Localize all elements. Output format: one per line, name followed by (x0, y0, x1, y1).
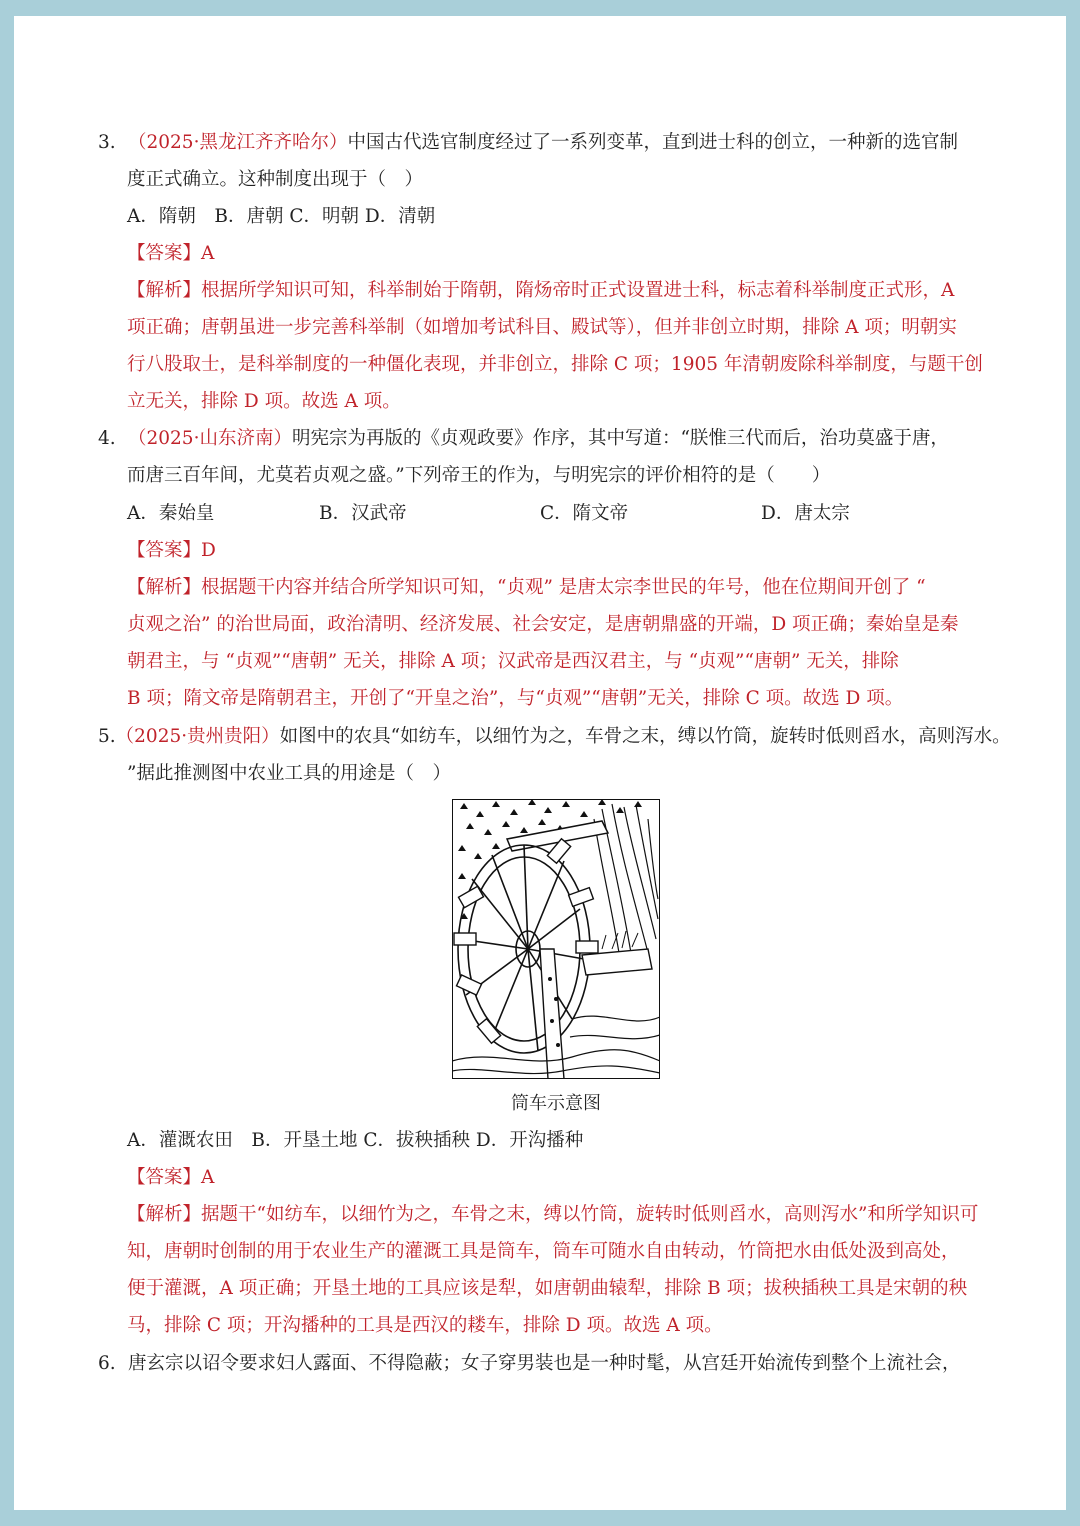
q5-stem-line1: 5.（2025·贵州贵阳）如图中的农具“如纺车，以细竹为之，车骨之末，缚以竹筒，旋转时低则舀水，高则泻水。 (98, 726, 1011, 747)
q5-analysis-line1: 【解析】据题干“如纺车，以细竹为之，车骨之末，缚以竹筒，旋转时低则舀水，高则泻水”和所学知识可 (127, 1204, 979, 1225)
q5-options: A．灌溉农田 B．开垦土地 C．拔秧插秧 D．开沟播种 (127, 1130, 584, 1151)
q3-analysis-line4: 立无关，排除 D 项。故选 A 项。 (127, 391, 401, 412)
figure-caption: 筒车示意图 (511, 1093, 601, 1114)
q4-option-d: D．唐太宗 (761, 503, 850, 524)
q4-source: （2025·山东济南） (128, 428, 292, 449)
q5-stem-line2: ”据此推测图中农业工具的用途是（ ） (127, 763, 451, 784)
q4-option-a: A．秦始皇 (127, 503, 215, 524)
q6-stem-line1: 6. 唐玄宗以诏令要求妇人露面、不得隐蔽；女子穿男装也是一种时髦，从宫廷开始流传到整个上流社会， (98, 1353, 961, 1374)
q4-analysis-line1: 【解析】根据题干内容并结合所学知识可知，“贞观” 是唐太宗李世民的年号，他在位期间开创了 “ (127, 577, 926, 598)
q4-analysis-line3: 朝君主，与 “贞观”“唐朝” 无关，排除 A 项；汉武帝是西汉君主，与 “贞观”“唐朝” 无关，排除 (127, 651, 899, 672)
q5-answer: 【答案】A (127, 1167, 215, 1188)
q3-answer: 【答案】A (127, 243, 215, 264)
q4-stem-line1: 4. （2025·山东济南）明宪宗为再版的《贞观政要》作序，其中写道：“朕惟三代而后，治功莫盛于唐， (98, 428, 949, 449)
q3-analysis-line1: 【解析】根据所学知识可知，科举制始于隋朝，隋炀帝时正式设置进士科，标志着科举制度正式形，A (127, 280, 955, 301)
q4-analysis-line4: B 项；隋文帝是隋朝君主，开创了“开皇之治”，与“贞观”“唐朝”无关，排除 C 项。故选 D 项。 (127, 688, 904, 709)
q3-stem-line2: 度正式确立。这种制度出现于（ ） (127, 169, 424, 190)
q3-options: A．隋朝 B．唐朝 C．明朝 D．清朝 (127, 206, 436, 227)
q4-stem-line2: 而唐三百年间，尤莫若贞观之盛。”下列帝王的作为，与明宪宗的评价相符的是（ ） (127, 465, 831, 486)
q5-analysis-line4: 马，排除 C 项；开沟播种的工具是西汉的耧车，排除 D 项。故选 A 项。 (127, 1315, 723, 1336)
q3-source: （2025·黑龙江齐齐哈尔） (128, 132, 348, 153)
q5-analysis-line2: 知，唐朝时创制的用于农业生产的灌溉工具是筒车，筒车可随水自由转动，竹筒把水由低处汲到高处， (127, 1241, 960, 1262)
q3-analysis-line2: 项正确；唐朝虽进一步完善科举制（如增加考试科目、殿试等），但并非创立时期，排除 A 项；明朝实 (127, 317, 957, 338)
water-wheel-illustration (452, 799, 660, 1079)
document-page (14, 16, 1066, 1510)
q4-analysis-line2: 贞观之治” 的治世局面，政治清明、经济发展、社会安定，是唐朝鼎盛的开端，D 项正确；秦始皇是秦 (127, 614, 959, 635)
q5-analysis-line3: 便于灌溉，A 项正确；开垦土地的工具应该是犁，如唐朝曲辕犁，排除 B 项；拔秧插秧工具是宋朝的秧 (127, 1278, 968, 1299)
q4-option-c: C．隋文帝 (540, 503, 629, 524)
q5-source: （2025·贵州贵阳） (115, 726, 280, 747)
q3-stem-line1: 3. （2025·黑龙江齐齐哈尔）中国古代选官制度经过了一系列变革，直到进士科的创立，一种新的选官制 (98, 132, 958, 153)
q4-answer: 【答案】D (127, 540, 216, 561)
q3-analysis-line3: 行八股取士，是科举制度的一种僵化表现，并非创立，排除 C 项；1905 年清朝废除科举制度，与题干创 (127, 354, 983, 375)
q4-option-b: B．汉武帝 (319, 503, 407, 524)
